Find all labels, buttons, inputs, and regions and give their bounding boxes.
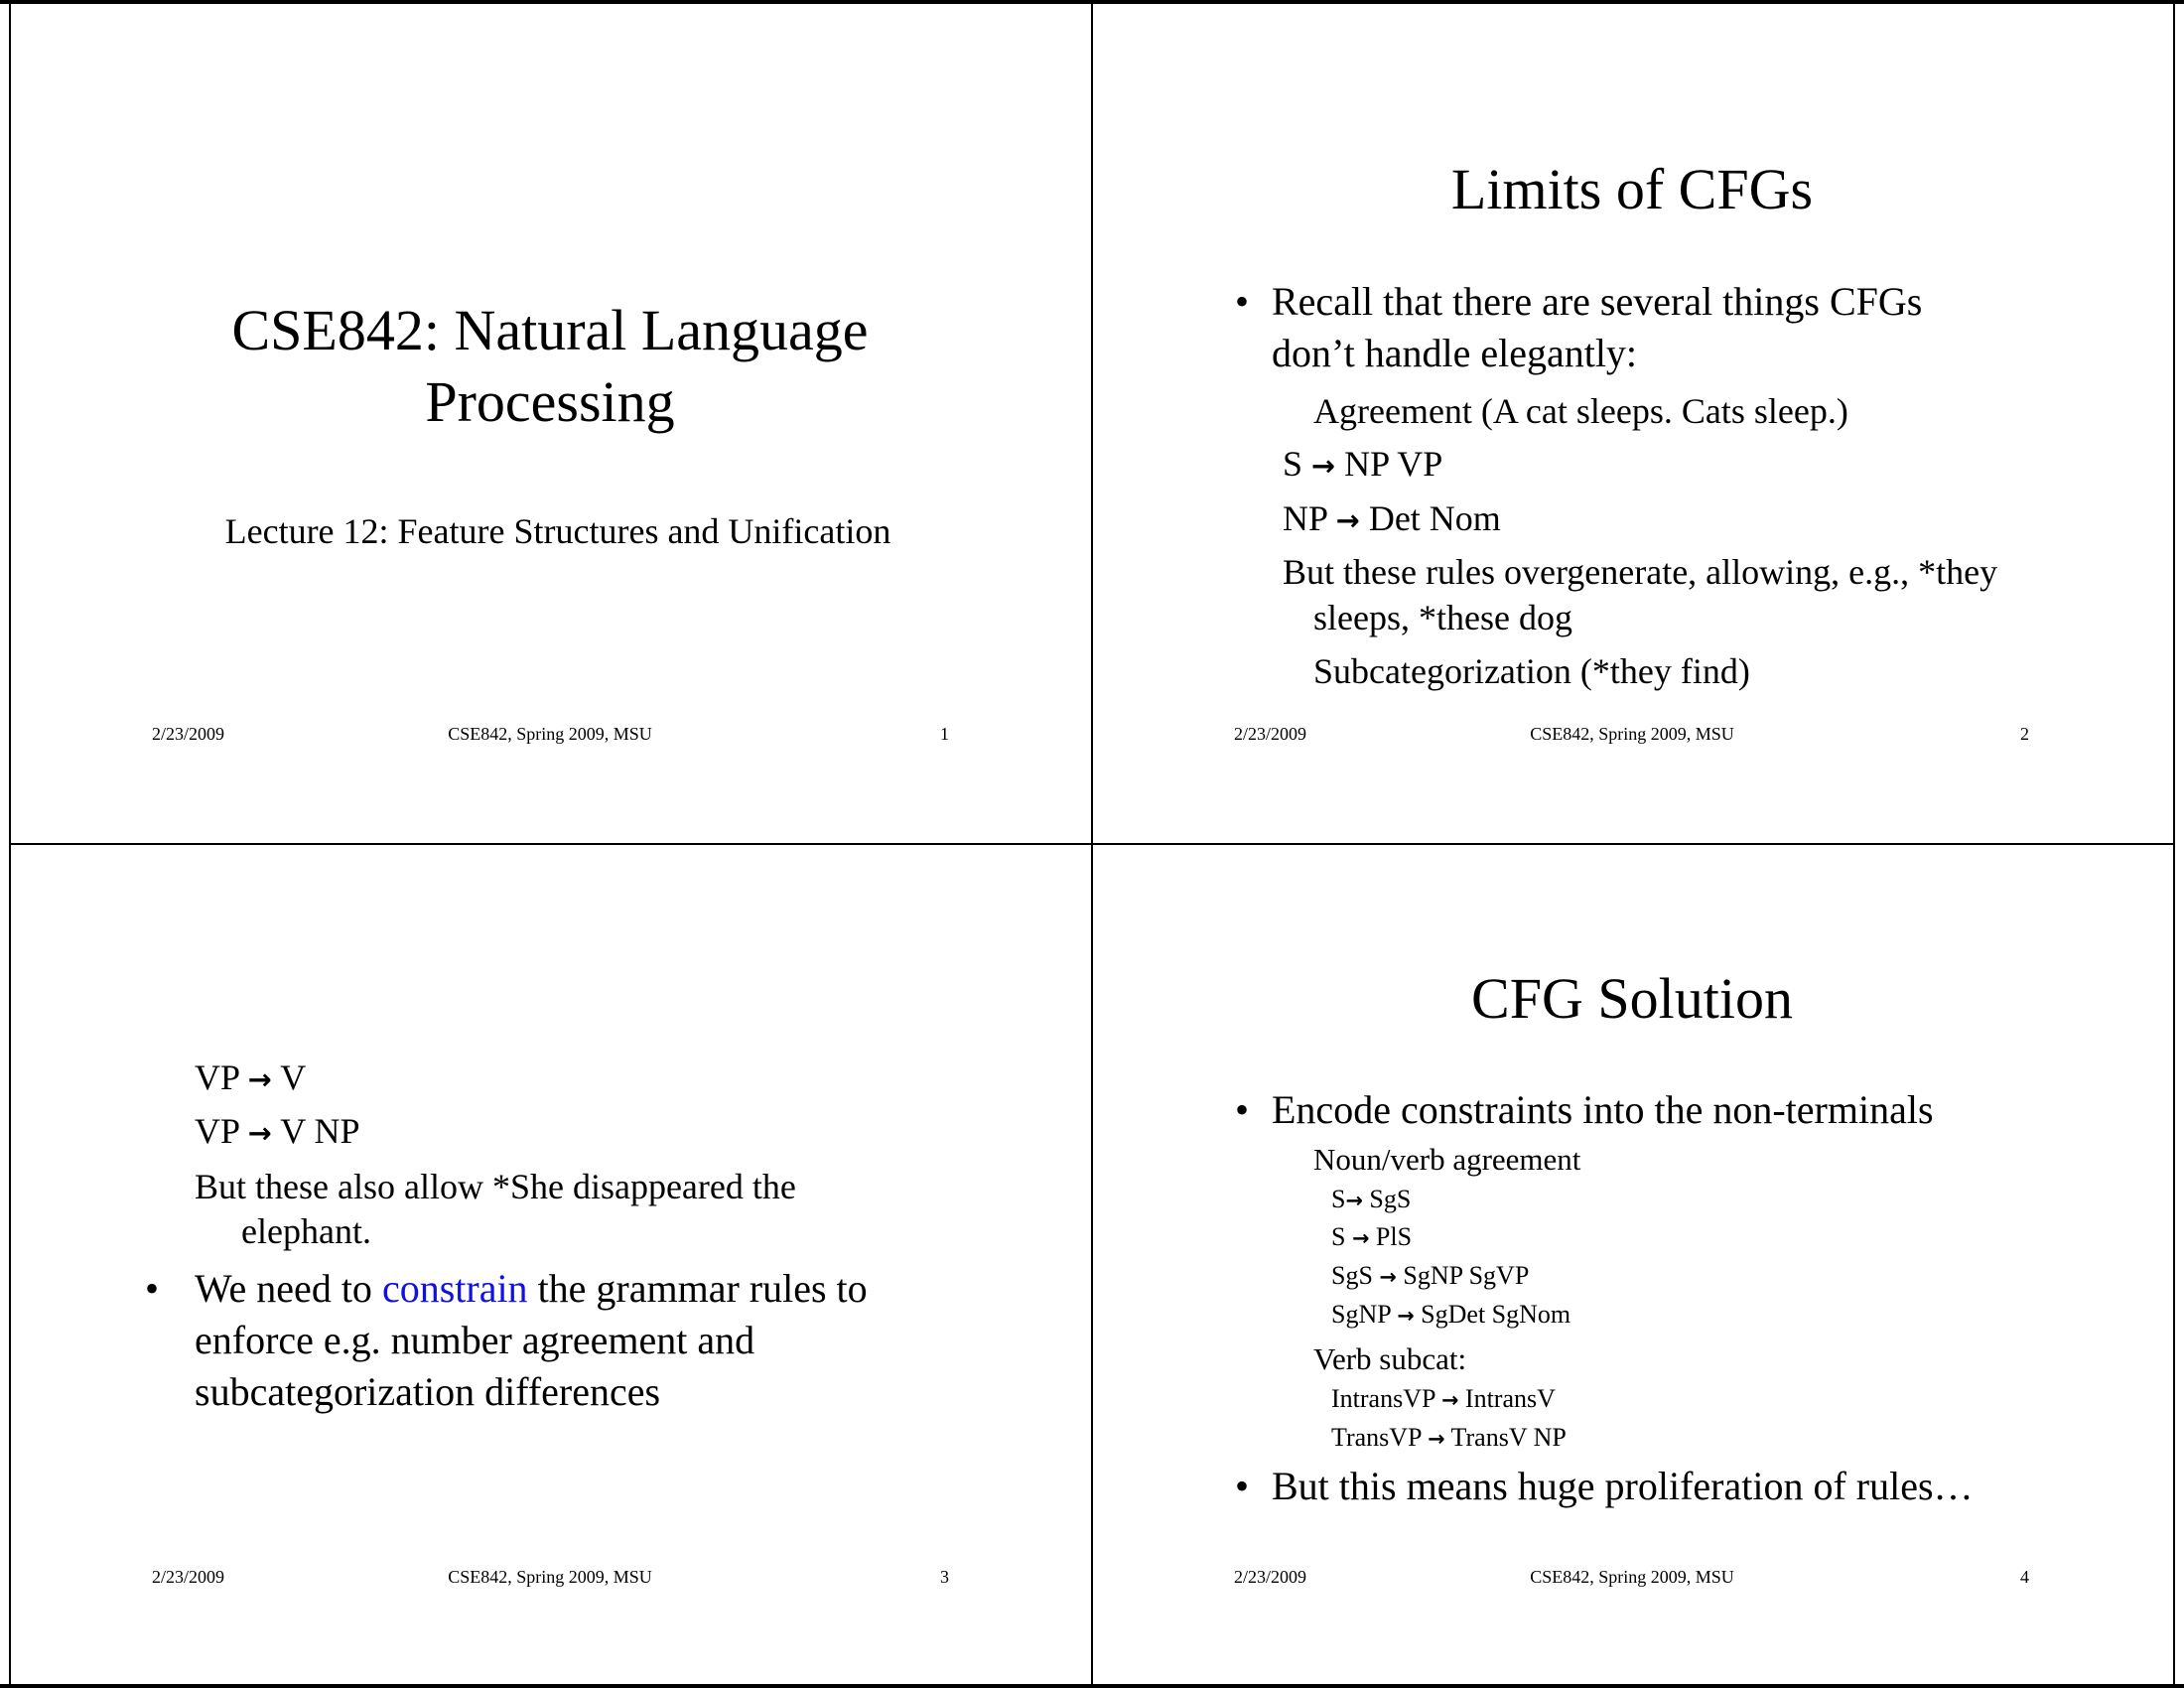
footer-date: 2/23/2009 xyxy=(1234,724,1307,744)
slide-title: CFG Solution xyxy=(1471,966,1793,1031)
rule-lhs: VP xyxy=(195,1057,239,1097)
rule xyxy=(1331,1187,1411,1212)
rule-rhs: SgNP SgVP xyxy=(1403,1261,1530,1290)
sub-item: sleeps, *these dog xyxy=(1313,598,1572,637)
sub-item: Subcategorization (*they find) xyxy=(1313,651,1750,691)
slide-title: Limits of CFGs xyxy=(1450,157,1814,221)
arrow-icon: → xyxy=(1397,1304,1415,1328)
footer-date: 2/23/2009 xyxy=(152,724,225,744)
bullet-icon: • xyxy=(145,1266,160,1311)
horizontal-divider xyxy=(9,843,2175,845)
bullet-text: don’t handle elegantly: xyxy=(1272,331,1638,375)
rule xyxy=(1331,1425,1567,1451)
rule-lhs: VP xyxy=(195,1111,239,1151)
footer-page-number: 1 xyxy=(940,724,949,744)
arrow-icon: → xyxy=(1351,1226,1370,1250)
arrow-icon: → xyxy=(1345,1189,1363,1212)
bullet-icon: • xyxy=(1235,1087,1250,1132)
bullet-text: subcategorization differences xyxy=(195,1369,661,1414)
highlighted-word: constrain xyxy=(381,1266,528,1311)
rule-lhs: SgS xyxy=(1331,1261,1373,1290)
rule xyxy=(1283,446,1442,482)
bullet-text-post: the grammar rules to xyxy=(527,1266,868,1311)
footer-date: 2/23/2009 xyxy=(152,1567,225,1587)
bullet-text xyxy=(195,1266,868,1311)
rule-rhs: V NP xyxy=(280,1111,360,1151)
slide-subtitle: Lecture 12: Feature Structures and Unification xyxy=(224,511,891,551)
rule-rhs: TransV NP xyxy=(1450,1423,1567,1452)
slide-title-line: Processing xyxy=(425,369,675,434)
sub-item: elephant. xyxy=(241,1211,371,1251)
bullet-text: enforce e.g. number agreement and xyxy=(195,1318,755,1362)
sub-item: Agreement (A cat sleeps. Cats sleep.) xyxy=(1313,391,1848,431)
footer-page-number: 3 xyxy=(940,1567,949,1587)
footer-course: CSE842, Spring 2009, MSU xyxy=(1530,724,1734,744)
rule-lhs: TransVP xyxy=(1331,1423,1422,1452)
arrow-icon: → xyxy=(247,1062,272,1096)
rule-lhs: S xyxy=(1331,1185,1346,1213)
rule xyxy=(1331,1224,1412,1250)
sub-heading: Verb subcat: xyxy=(1313,1341,1467,1376)
footer-course: CSE842, Spring 2009, MSU xyxy=(448,1567,652,1587)
slide-title-line: CSE842: Natural Language xyxy=(231,298,869,362)
rule-rhs: IntransV xyxy=(1464,1384,1556,1413)
arrow-icon: → xyxy=(1311,449,1336,483)
rule-rhs: NP VP xyxy=(1344,444,1443,484)
rule-lhs: S xyxy=(1331,1222,1346,1251)
bullet-text: Recall that there are several things CFGs xyxy=(1272,279,1923,324)
bullet-icon: • xyxy=(1235,279,1250,324)
bullet-text: But this means huge proliferation of rules… xyxy=(1272,1464,1974,1508)
rule xyxy=(1283,500,1501,536)
rule-lhs: IntransVP xyxy=(1331,1384,1435,1413)
rule-rhs: V xyxy=(280,1057,307,1097)
arrow-icon: → xyxy=(1428,1427,1445,1451)
rule xyxy=(1331,1263,1529,1289)
rule-lhs: SgNP xyxy=(1331,1300,1391,1329)
sub-item: But these also allow *She disappeared the xyxy=(195,1167,796,1206)
rule-lhs: S xyxy=(1283,444,1303,484)
rule xyxy=(195,1059,306,1095)
footer-course: CSE842, Spring 2009, MSU xyxy=(1530,1567,1734,1587)
rule-rhs: PlS xyxy=(1375,1222,1413,1251)
arrow-icon: → xyxy=(1379,1265,1397,1289)
arrow-icon: → xyxy=(247,1116,272,1150)
footer-page-number: 4 xyxy=(2020,1567,2029,1587)
sub-item: But these rules overgenerate, allowing, e.g., *they xyxy=(1283,552,1998,592)
footer-page-number: 2 xyxy=(2020,724,2029,744)
rule-lhs: NP xyxy=(1283,498,1327,538)
bullet-text-pre: We need to xyxy=(195,1266,382,1311)
bullet-text: Encode constraints into the non-terminals xyxy=(1272,1087,1934,1132)
arrow-icon: → xyxy=(1440,1388,1459,1412)
footer-date: 2/23/2009 xyxy=(1234,1567,1307,1587)
sub-heading: Noun/verb agreement xyxy=(1313,1142,1581,1177)
rule-rhs: SgS xyxy=(1369,1185,1412,1213)
rule xyxy=(1331,1386,1556,1412)
arrow-icon: → xyxy=(1335,503,1360,537)
rule-rhs: Det Nom xyxy=(1368,498,1501,538)
rule xyxy=(1331,1302,1570,1328)
bullet-icon: • xyxy=(1235,1464,1250,1508)
rule-rhs: SgDet SgNom xyxy=(1421,1300,1571,1329)
rule xyxy=(195,1113,360,1149)
footer-course: CSE842, Spring 2009, MSU xyxy=(448,724,652,744)
